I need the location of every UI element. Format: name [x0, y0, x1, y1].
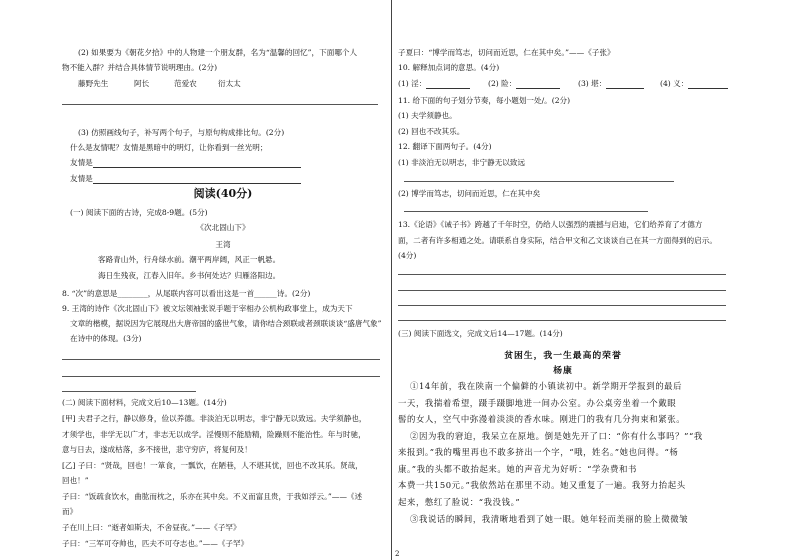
q10-item-3: (3) 堪： [578, 79, 644, 89]
answer-line[interactable] [62, 376, 380, 377]
youqing-line-2: 友情是 [70, 174, 301, 184]
q2-prompt-line1: (2) 如果要为《朝花夕拾》中的人物建一个朋友群，名为“温馨的回忆”，下面哪个人 [78, 48, 358, 57]
zi-line4: 子曰：“三军可夺帅也，匹夫不可夺志也。”——《子罕》 [62, 539, 249, 548]
essay-p3-line1: ③我说话的瞬间，我清晰地看到了她一眼。她年轻而美丽的脸上微微皱 [410, 514, 689, 524]
fill-blank[interactable] [606, 80, 644, 89]
fill-blank[interactable] [426, 80, 470, 89]
name-option-4: 衍太太 [218, 79, 241, 88]
fill-blank[interactable] [93, 175, 301, 184]
answer-line[interactable] [404, 181, 674, 182]
q13-line1: 13.《论语》《诫子书》跨越了千年时空，仍给人以强烈的震撼与启迪，它们给养育了才德方 [398, 220, 703, 229]
youqing-line-1: 友情是 [70, 158, 301, 168]
q13-line3: (4分) [398, 251, 417, 260]
q11-item-2: (2) 回也不改其乐。 [398, 127, 465, 136]
q10-item-2: (2) 险： [488, 79, 560, 89]
part1-prompt: (一) 阅读下面的古诗，完成8-9题。(5分) [70, 208, 208, 217]
essay-p2-line3: 康。”我的头都不敢抬起来。她的声音尤为好听：“学杂费和书 [398, 464, 637, 474]
answer-line[interactable] [62, 104, 378, 105]
left-column [62, 0, 384, 560]
essay-title: 贫困生，我一生最高的荣誉 [504, 351, 622, 361]
answer-line[interactable] [398, 274, 726, 275]
fill-blank[interactable] [93, 159, 301, 168]
q10: 10. 解释加点词的意思。(4分) [398, 63, 500, 72]
right-column [398, 0, 728, 560]
essay-p2-line2: 来报到。”我的嘴里再也不敢多挤出一个字，“哦，姓名。”她也问得。“杨 [398, 447, 679, 457]
section-title: 阅读(40分) [193, 187, 253, 200]
jia-line1: [甲] 夫君子之行，静以修身，俭以养德。非淡泊无以明志，非宁静无以致远。夫学须静也， [62, 414, 367, 423]
q8: 8. “次”的意思是________，从尾联内容可以看出这是一首______诗。(2分) [62, 289, 311, 298]
name-option-1: 藤野先生 [78, 79, 109, 88]
answer-line[interactable] [398, 320, 726, 321]
answer-line[interactable] [404, 211, 648, 212]
q13-line2: 面，二者有许多相通之处。请联系自身实际，结合甲文和乙文谈谈自己在其一方面得到的启示。 [398, 236, 717, 245]
essay-p1-line2: 一天，我揣着希望，蹑手蹑脚地进一间办公室。办公桌旁坐着一个戴眼 [398, 398, 677, 408]
fill-blank[interactable] [688, 80, 728, 89]
poem-title: 《次北固山下》 [196, 223, 250, 232]
q9-line1: 9. 王湾的诗作《次北固山下》被文坛领袖张说手题于宰相办公机构政事堂上，成为天下 [62, 304, 353, 313]
part2-prompt: (二) 阅读下面材料，完成文后10—13题。(14分) [62, 398, 227, 407]
q11-item-1: (1) 夫学须静也。 [398, 111, 457, 120]
zi-line3: 子在川上曰：“逝者如斯夫，不舍昼夜。”——《子罕》 [62, 523, 241, 532]
essay-p2-line5: 起来，憋红了脸说：“我没钱。” [398, 497, 521, 507]
q2-prompt-line2: 物不能入群？并结合具体情节说明理由。(2分) [62, 63, 218, 72]
essay-author: 杨康 [553, 366, 573, 376]
yi-line2: 回也！” [62, 476, 89, 485]
zixia-quote: 子夏曰：“博学而笃志，切问而近思，仁在其中矣。”——《子张》 [398, 48, 615, 57]
poem-line-1: 客路青山外，行舟绿水前。潮平两岸阔，风正一帆悬。 [98, 255, 281, 264]
answer-line[interactable] [62, 391, 196, 392]
name-option-2: 阿长 [134, 79, 150, 88]
zi-line1: 子曰：“饭疏食饮水，曲肱而枕之，乐亦在其中矣。不义而富且贵，于我如浮云。”——《述 [62, 492, 363, 501]
zi-line2: 而》 [62, 507, 78, 516]
poem-line-2: 海日生残夜，江春入旧年。乡书何处达？归雁洛阳边。 [98, 271, 281, 280]
answer-line[interactable] [398, 305, 726, 306]
essay-p1-line1: ①14年前，我在陕南一个偏僻的小镇读初中。新学期开学报到的最后 [410, 381, 683, 391]
jia-line3: 意与日去，遂成枯落，多不接世，悲守穷庐，将复何及！ [62, 445, 252, 454]
name-option-3: 范爱农 [174, 79, 197, 88]
essay-p1-line3: 髻的女人，空气中弥漫着淡淡的香水味。刚进门的我有几分拘束和紧张。 [398, 414, 686, 424]
poem-author: 王湾 [215, 240, 231, 249]
q10-item-4: (4) 义： [660, 79, 728, 89]
essay-p2-line4: 本费一共150元。”我依然站在那里不动。她又重复了一遍。我努力抬起头 [398, 480, 686, 490]
answer-line[interactable] [62, 359, 380, 360]
jia-line2: 才须学也，非学无以广才，非志无以成学。淫慢则不能励精，险躁则不能治性。年与时驰， [62, 430, 366, 439]
part3-prompt: (三) 阅读下面选文，完成文后14—17题。(14分) [398, 329, 563, 338]
q12: 12. 翻译下面两句子。(4分) [398, 142, 492, 151]
page-number: 2 [395, 550, 400, 558]
q11: 11. 给下面的句子划分节奏，每小题划一处/。(2分) [398, 96, 571, 105]
answer-line[interactable] [398, 290, 726, 291]
yi-line1: [乙] 子曰：“贤哉，回也！一箪食，一瓢饮，在陋巷，人不堪其忧，回也不改其乐。贤哉， [62, 461, 363, 470]
q10-item-1: (1) 淫： [398, 79, 470, 89]
q12-item-1: (1) 非淡泊无以明志，非宁静无以致远 [398, 158, 526, 167]
fill-blank[interactable] [516, 80, 560, 89]
column-divider [391, 0, 392, 560]
q9-line2: 文章的楷模，据说因为它展现出大唐帝国的盛世气象，请你结合颈联或者颈联谈谈“盛唐气象” [70, 319, 382, 328]
q12-item-2: (2) 博学而笃志，切问而近思，仁在其中矣 [398, 189, 541, 198]
q3-prompt: (3) 仿照画线句子，补写两个句子，与原句构成排比句。(2分) [78, 128, 285, 137]
q9-line3: 在诗中的体现。(3分) [70, 334, 142, 343]
essay-p2-line1: ②因为我的窘迫，我呆立在原地。倒是她先开了口：“你有什么事吗？”“我 [410, 431, 703, 441]
q3-sample-sentence: 什么是友情呢？友情是黑暗中的明灯，让你看到一丝光明； [70, 143, 268, 152]
